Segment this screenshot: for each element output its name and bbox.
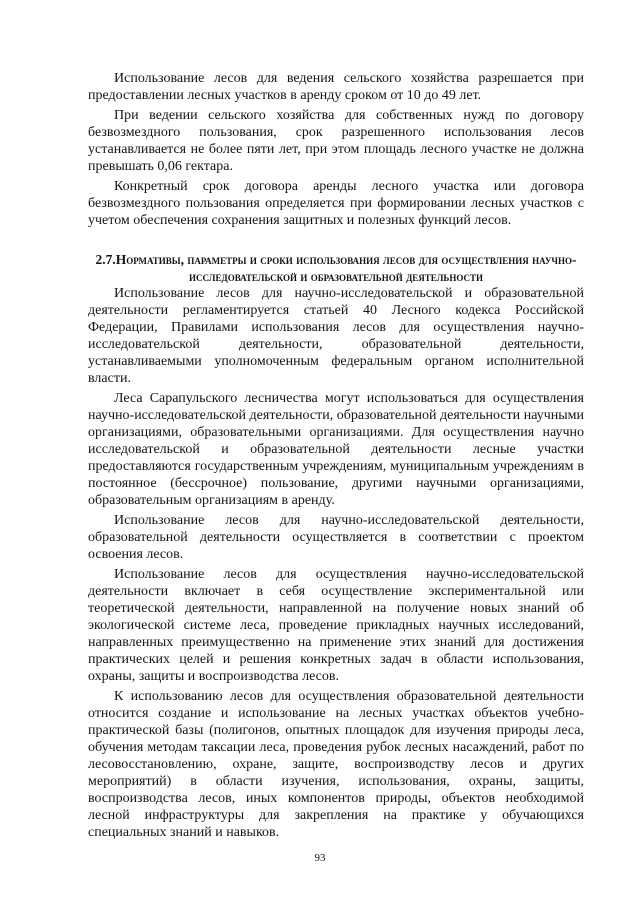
paragraph-regulation: Использование лесов для научно-исследовательской и образовательной деятельности регламентируется статьей 40 Лесного кодекса Российской Федерации, Правилами использования лесов для осуществления научно-исследовательской деятельности, образовательной деятельности, устанавливаемыми уполномоченным федеральным органом исполнительной власти. bbox=[88, 286, 584, 386]
paragraph-agriculture-lease: Использование лесов для ведения сельского хозяйства разрешается при предоставлении лесных участков в аренду сроком от 10 до 49 лет. bbox=[88, 71, 584, 103]
paragraph-educational-activity: К использованию лесов для осуществления образовательной деятельности относится создание и использование на лесных участках объектов учебно-практической базы (полигонов, опытных площадок для изучения природы леса, обучения методам таксации леса, проведения рубок лесных насаждений, работ по лесовосстановлению, охране, защите, воспроизводству лесов и других мероприятий) в области изучения, использования, охраны, защиты, воспроизводства лесов, иных компонентов природы, объектов необходимой лесной инфраструктуры для закрепления на практике у обучающихся специальных знаний и навыков. bbox=[88, 689, 584, 840]
paragraph-agriculture-own-needs: При ведении сельского хозяйства для собственных нужд по договору безвозмездного пользования, срок разрешенного использования лесов устанавливается не более пяти лет, при этом площадь лесного участке не должна превышать 0,06 гектара. bbox=[88, 108, 584, 174]
paragraph-contract-term: Конкретный срок договора аренды лесного участка или договора безвозмездного пользования определяется при формировании лесных участков с учетом обеспечения сохранения защитных и полезных функций лесов. bbox=[88, 179, 584, 228]
section-heading bbox=[88, 251, 584, 285]
page-number: 93 bbox=[314, 852, 326, 864]
paragraph-research-activity: Использование лесов для осуществления научно-исследовательской деятельности включает в себя осуществление экспериментальной или теоретической деятельности, направленной на получение новых знаний об экологической системе леса, проведение прикладных научных исследований, направленных преимущественно на применение этих знаний для достижения практических целей и решения конкретных задач в области использования, охраны, защиты и воспроизводства лесов. bbox=[88, 567, 584, 684]
section-number: 2.7. bbox=[95, 252, 116, 267]
section-title: Нормативы, параметры и сроки использования лесов для осуществления научно-исследовательской и образовательной деятельности bbox=[115, 252, 577, 284]
paragraph-forest-project: Использование лесов для научно-исследовательской деятельности, образовательной деятельности осуществляется в соответствии с проектом освоения лесов. bbox=[88, 513, 584, 562]
paragraph-sarapul-forestry: Леса Сарапульского лесничества могут использоваться для осуществления научно-исследовательской деятельности, образовательной деятельности научными организациями, образовательными организациями. Для осуществления научно исследовательской и образовательной деятельности лесные участки предоставляются государственным учреждениям, муниципальным учреждениям в постоянное (бессрочное) пользование, другими научными организациями, образовательным организациям в аренду. bbox=[88, 391, 584, 508]
